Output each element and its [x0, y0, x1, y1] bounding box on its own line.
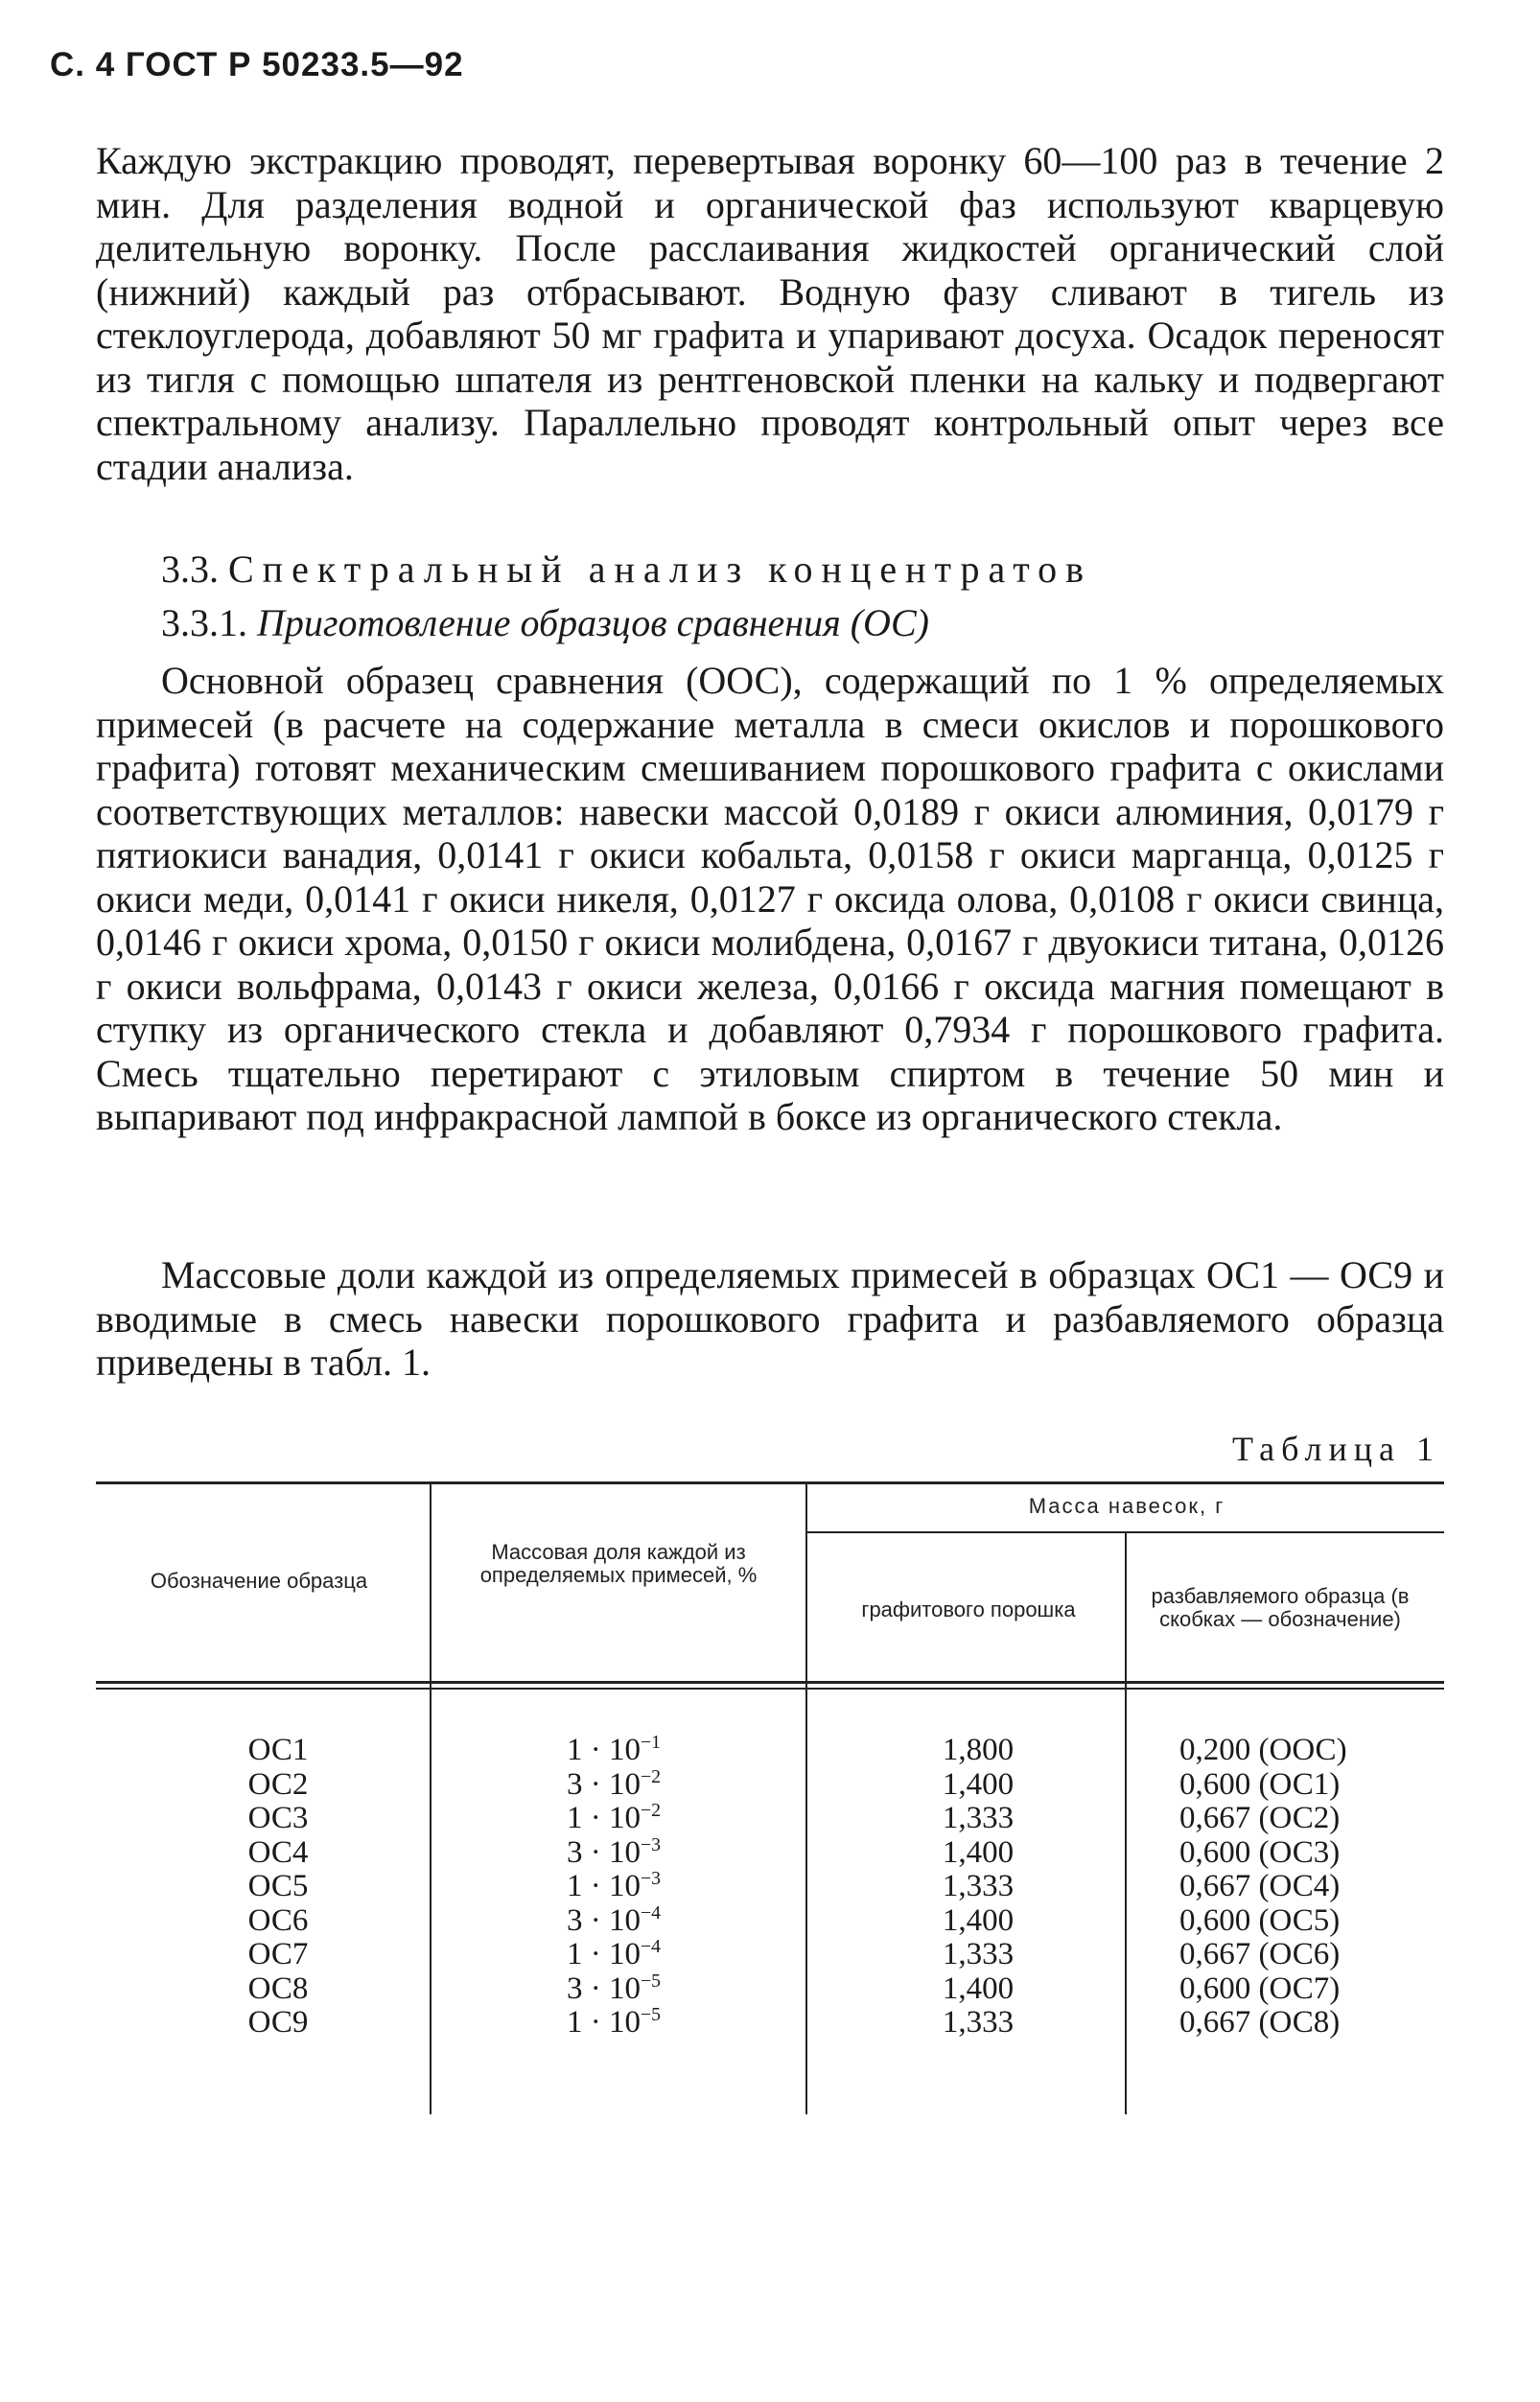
header-mass-group: Масса навесок, г	[1028, 1494, 1225, 1518]
cell-graphite: 1,333	[942, 1937, 1015, 1971]
cell-designation: ОС9	[247, 2005, 309, 2040]
table-caption: Таблица 1	[1232, 1430, 1440, 1468]
paragraph-table-ref	[96, 1253, 1444, 1385]
mass-fraction-exponent: −5	[640, 1970, 662, 1992]
table-row	[96, 1801, 1444, 1835]
cell-graphite: 1,800	[942, 1733, 1015, 1767]
cell-designation: ОС6	[247, 1902, 309, 1938]
table-row	[96, 2005, 1444, 2040]
cell-diluted: 0,600 (ОС7)	[1179, 1971, 1341, 2006]
cell-graphite: 1,400	[942, 1834, 1015, 1870]
cell-diluted: 0,667 (ОС6)	[1179, 1937, 1341, 1971]
table-row	[96, 1903, 1444, 1938]
paragraph-base-sample	[96, 659, 1444, 1139]
cell-mass-fraction	[508, 1937, 719, 1971]
cell-graphite: 1,333	[942, 2005, 1015, 2040]
cell-designation: ОС4	[247, 1834, 309, 1870]
mass-fraction-base: 1 · 10	[566, 2005, 641, 2040]
table-row	[96, 1971, 1444, 2006]
cell-diluted: 0,600 (ОС1)	[1179, 1766, 1341, 1802]
mass-fraction-base: 1 · 10	[566, 1733, 641, 1767]
mass-fraction-exponent: −4	[640, 1901, 662, 1924]
cell-designation: ОС3	[247, 1801, 309, 1835]
mass-fraction-exponent: −4	[640, 1936, 662, 1957]
table-row	[96, 1733, 1444, 1767]
paragraph-text: Каждую экстракцию проводят, перевертывая воронку 60—100 раз в течение 2 мин. Для разделения водной и органической фаз используют кварцевую делительную воронку. После расслаивания жидкостей органический слой (нижний) каждый раз отбрасывают. Водную фазу сливают в тигель из стеклоуглерода, добавляют 50 мг графита и упаривают досуха. Осадок переносят из тигля с помощью шпателя из рентгеновской пленки на кальку и подвергают спектральному анализу. Параллельно проводят контрольный опыт через все стадии анализа.	[96, 139, 1444, 488]
table-header-rule	[96, 1681, 1444, 1684]
mass-fraction-base: 1 · 10	[566, 1801, 641, 1835]
paragraph-text: Основной образец сравнения (ООС), содержащий по 1 % определяемых примесей (в расчете на содержание металла в смеси окислов и порошкового графита) готовят механическим смешиванием порошкового графита с окислами соответствующих металлов: навески массой 0,0189 г окиси алюминия, 0,0179 г пятиокиси ванадия, 0,0141 г окиси кобальта, 0,0158 г окиси марганца, 0,0125 г окиси меди, 0,0141 г окиси никеля, 0,0127 г оксида олова, 0,0108 г окиси свинца, 0,0146 г окиси хрома, 0,0150 г окиси молибдена, 0,0167 г двуокиси титана, 0,0126 г окиси вольфрама, 0,0143 г окиси железа, 0,0166 г оксида магния помещают в ступку из органического стекла и добавляют 0,7934 г порошкового графита. Смесь тщательно перетирают с этиловым спиртом в течение 50 мин и выпаривают под инфракрасной лампой в боксе из органического стекла.	[96, 659, 1444, 1138]
cell-diluted: 0,600 (ОС5)	[1179, 1902, 1341, 1938]
table-1	[96, 1481, 1444, 2114]
cell-graphite: 1,333	[942, 1869, 1015, 1903]
cell-designation: ОС7	[247, 1937, 309, 1971]
mass-fraction-exponent: −1	[640, 1732, 662, 1753]
cell-designation: ОС2	[247, 1766, 309, 1802]
cell-mass-fraction	[508, 1869, 719, 1903]
cell-mass-fraction	[508, 1801, 719, 1835]
cell-diluted: 0,667 (ОС4)	[1179, 1869, 1341, 1903]
table-row	[96, 1937, 1444, 1971]
table-header-rule-double	[96, 1688, 1444, 1690]
mass-fraction-base: 1 · 10	[566, 1869, 641, 1903]
header-graphite: графитового порошка	[861, 1597, 1076, 1621]
cell-mass-fraction	[508, 1835, 719, 1870]
mass-fraction-base: 3 · 10	[566, 1834, 641, 1870]
mass-fraction-base: 1 · 10	[566, 1937, 641, 1971]
page-header: С. 4 ГОСТ Р 50233.5—92	[50, 46, 464, 83]
cell-diluted: 0,667 (ОС2)	[1179, 1801, 1341, 1835]
paragraph-text: Массовые доли каждой из определяемых примесей в образцах ОС1 — ОС9 и вводимые в смесь навески порошкового графита и разбавляемого образца приведены в табл. 1.	[96, 1253, 1444, 1384]
paragraph-extraction	[96, 139, 1444, 488]
section-title: Спектральный анализ концентратов	[228, 548, 1093, 591]
cell-mass-fraction	[508, 2005, 719, 2040]
mass-fraction-base: 3 · 10	[566, 1902, 641, 1938]
table-row	[96, 1835, 1444, 1870]
mass-fraction-exponent: −2	[640, 1765, 662, 1787]
header-diluted: разбавляемого образца (в скобках — обозначение)	[1151, 1584, 1410, 1631]
cell-designation: ОС8	[247, 1971, 309, 2006]
table-top-rule	[96, 1481, 1444, 1484]
mass-fraction-exponent: −3	[640, 1868, 662, 1889]
section-number: 3.3.	[161, 548, 219, 591]
section-title: Приготовление образцов сравнения (ОС)	[257, 601, 929, 644]
section-heading-3-3-1	[161, 600, 929, 645]
cell-mass-fraction	[508, 1971, 719, 2006]
header-designation: Обозначение образца	[150, 1569, 368, 1593]
cell-diluted: 0,600 (ОС3)	[1179, 1834, 1341, 1870]
section-heading-3-3	[161, 547, 1092, 592]
cell-mass-fraction	[508, 1767, 719, 1802]
mass-fraction-exponent: −5	[640, 2004, 662, 2025]
cell-mass-fraction	[508, 1733, 719, 1767]
mass-fraction-base: 3 · 10	[566, 1971, 641, 2006]
table-row	[96, 1869, 1444, 1903]
cell-graphite: 1,400	[942, 1971, 1015, 2006]
header-mass-fraction: Массовая доля каждой из определяемых примесей, %	[479, 1540, 758, 1587]
cell-graphite: 1,333	[942, 1801, 1015, 1835]
mass-fraction-exponent: −2	[640, 1800, 662, 1821]
cell-diluted: 0,200 (ООС)	[1179, 1733, 1347, 1767]
cell-graphite: 1,400	[942, 1766, 1015, 1802]
cell-designation: ОС1	[247, 1733, 309, 1767]
cell-graphite: 1,400	[942, 1902, 1015, 1938]
section-number: 3.3.1.	[161, 601, 247, 644]
mass-fraction-base: 3 · 10	[566, 1766, 641, 1802]
cell-mass-fraction	[508, 1903, 719, 1938]
cell-designation: ОС5	[247, 1869, 309, 1903]
table-row	[96, 1767, 1444, 1802]
mass-fraction-exponent: −3	[640, 1833, 662, 1855]
cell-diluted: 0,667 (ОС8)	[1179, 2005, 1341, 2040]
